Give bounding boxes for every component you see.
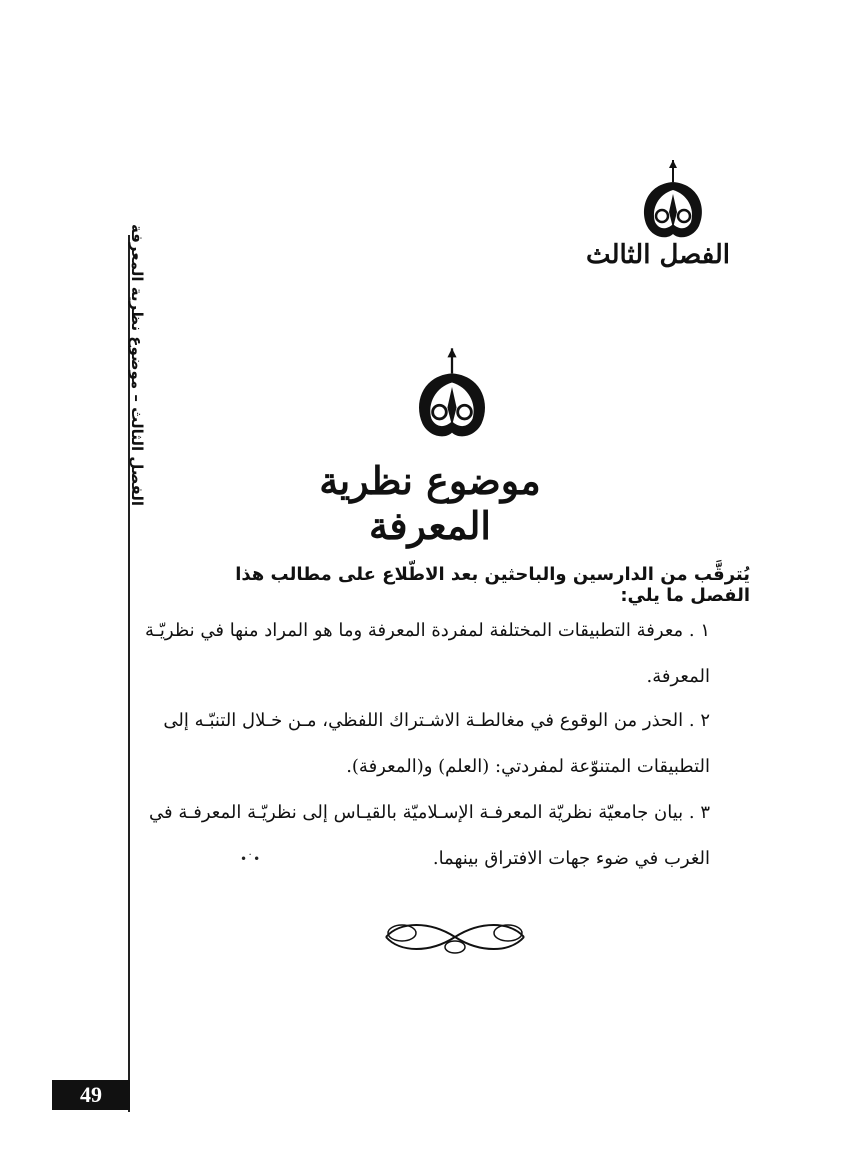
objective-1-line-1: ١ . معرفة التطبيقات المختلفة لمفردة المعرفة وما هو المراد منها في نظريّـة <box>145 620 710 641</box>
objective-3-line-2: الغرب في ضوء جهات الافتراق بينهما. <box>432 848 710 869</box>
chapter-label: الفصل الثالث <box>586 240 730 270</box>
end-mark: •˙• <box>240 852 261 866</box>
chapter-title: موضوع نظرية المعرفة <box>319 458 541 548</box>
chapter-ornament-icon <box>637 160 709 242</box>
flourish-divider-icon <box>380 915 530 959</box>
page-number: 49 <box>52 1080 130 1110</box>
objectives-intro: يُترقَّب من الدارسين والباحثين بعد الاطّلاع على مطالب هذا الفصل ما يلي: <box>235 564 750 606</box>
objective-1-line-2: المعرفة. <box>646 666 710 687</box>
objective-2-line-2: التطبيقات المتنوّعة لمفردتي: (العلم) و(المعرفة). <box>346 756 710 777</box>
title-ornament-icon <box>411 348 493 442</box>
running-header: الفصل الثالث – موضوع نظرية المعرفة <box>128 223 146 506</box>
objective-2-line-1: ٢ . الحذر من الوقوع في مغالطـة الاشـتراك اللفظي، مـن خـلال التنبّـه إلى <box>163 710 710 731</box>
objective-3-line-1: ٣ . بيان جامعيّة نظريّة المعرفـة الإسـلاميّة بالقيـاس إلى نظريّـة المعرفـة في <box>148 802 710 823</box>
